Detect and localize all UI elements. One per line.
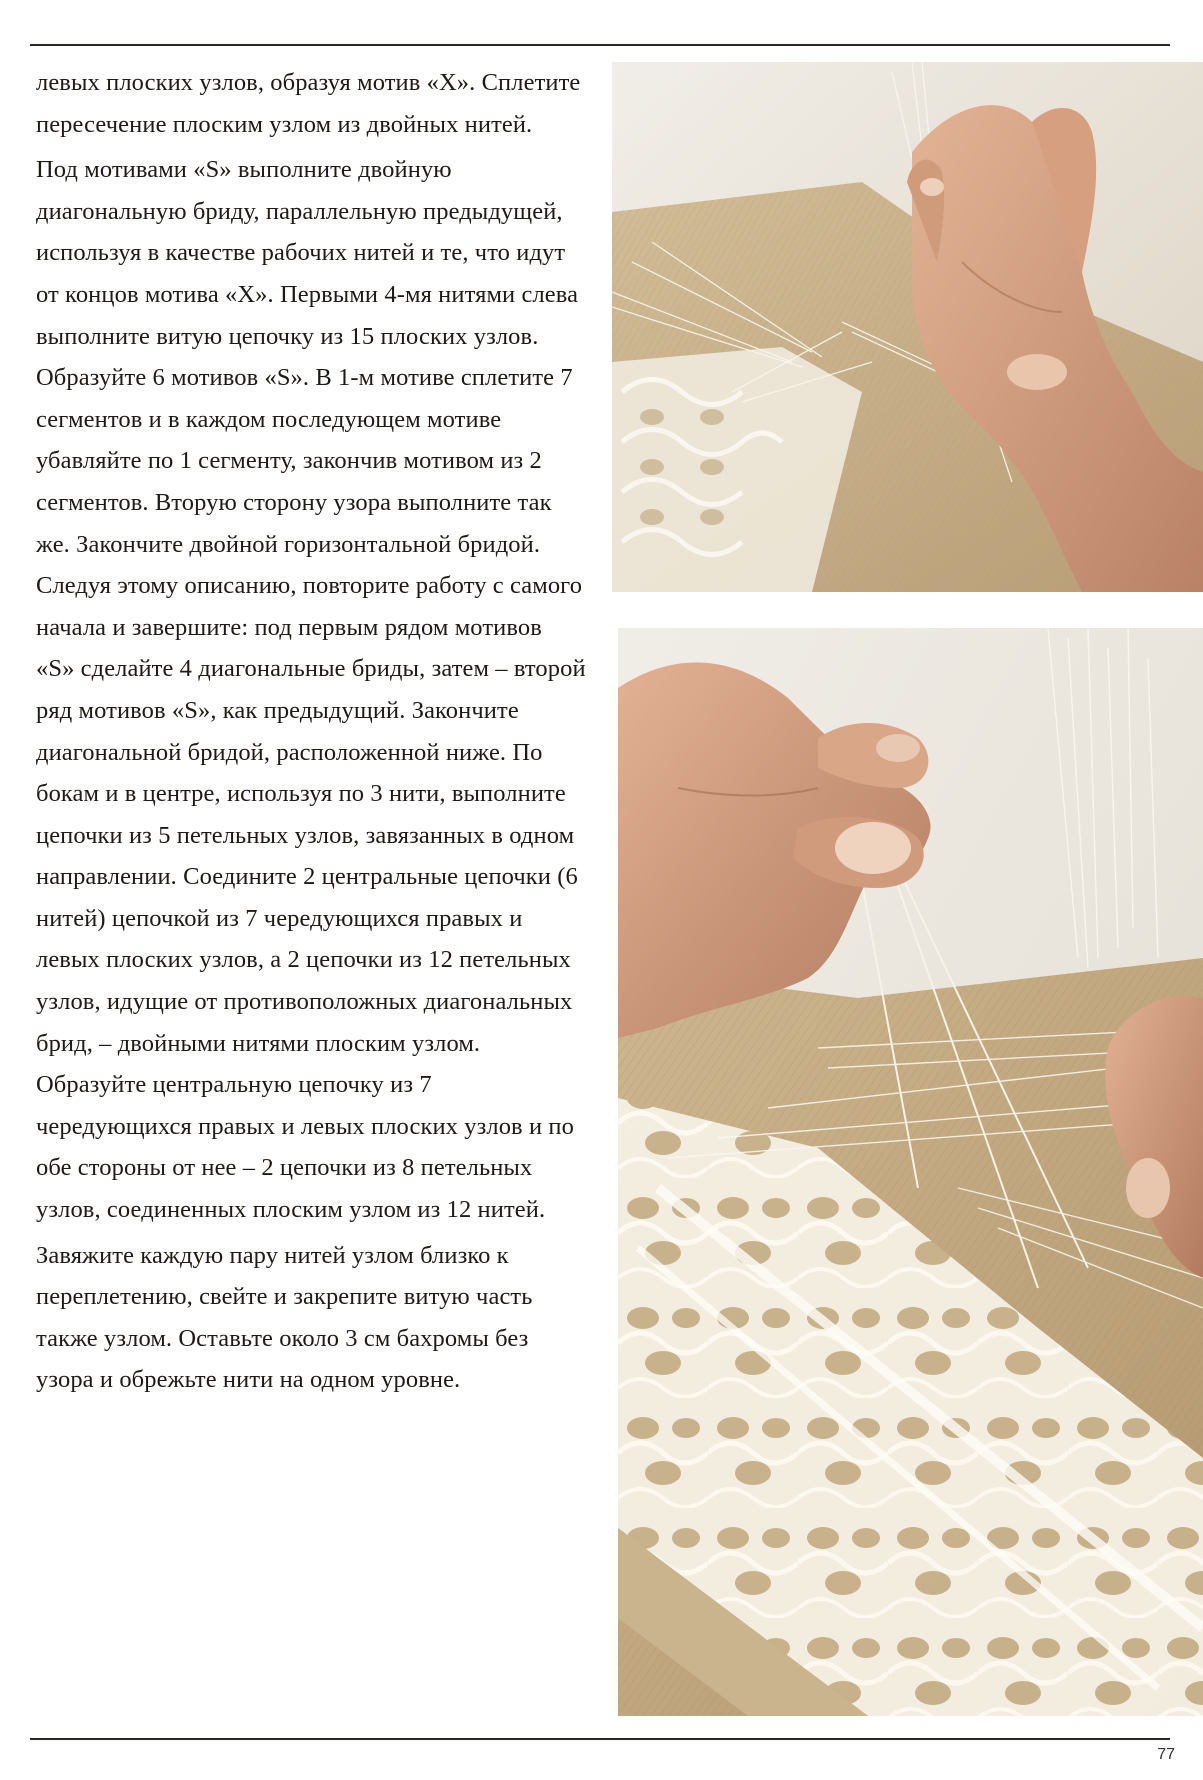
page-number: 77 bbox=[1157, 1746, 1175, 1763]
paragraph: Под мотивами «S» выполните двойную диагональную бриду, параллельную предыдущей, используя в качестве рабочих нитей и те, что идут от концов мотива «X». Первыми 4-мя нитями слева выполните витую цепочку из 15 плоских узлов. Образуйте 6 мотивов «S». В 1-м мотиве сплетите 7 сегментов и в каждом последующем мотиве убавляйте по 1 сегменту, закончив мотивом из 2 сегментов. Вторую сторону узора выполните так же. Закончите двойной горизонтальной бридой. Следуя этому описанию, повторите работу с самого начала и завершите: под первым рядом мотивов «S» сделайте 4 диагональные бриды, затем – второй ряд мотивов «S», как предыдущий. Закончите диагональной бридой, расположенной ниже. По бокам и в центре, используя по 3 нити, выполните цепочки из 5 петельных узлов, завязанных в одном направлении. Соедините 2 центральные цепочки (6 нитей) цепочкой из 7 чередующихся правых и левых плоских узлов, а 2 цепочки из 12 петельных узлов, идущие от противоположных диагональных брид, – двойными нитями плоским узлом. Образуйте центральную цепочку из 7 чередующихся правых и левых плоских узлов и по обе стороны от нее – 2 цепочки из 8 петельных узлов, соединенных плоским узлом из 12 нитей. bbox=[36, 156, 586, 1224]
article-text bbox=[36, 62, 586, 1405]
paragraph: Завяжите каждую пару нитей узлом близко к переплетению, свейте и закрепите витую часть также узлом. Оставьте около 3 см бахромы без узора и обрежьте нити на одном уровне. bbox=[36, 1241, 533, 1394]
top-rule bbox=[30, 44, 1170, 46]
photo-hands-knotting-top bbox=[612, 62, 1203, 592]
photo-hands-knotting-bottom bbox=[618, 628, 1203, 1716]
paragraph: левых плоских узлов, образуя мотив «X». Сплетите пересечение плоским узлом из двойных нитей. bbox=[36, 69, 581, 138]
bottom-rule bbox=[30, 1738, 1170, 1740]
